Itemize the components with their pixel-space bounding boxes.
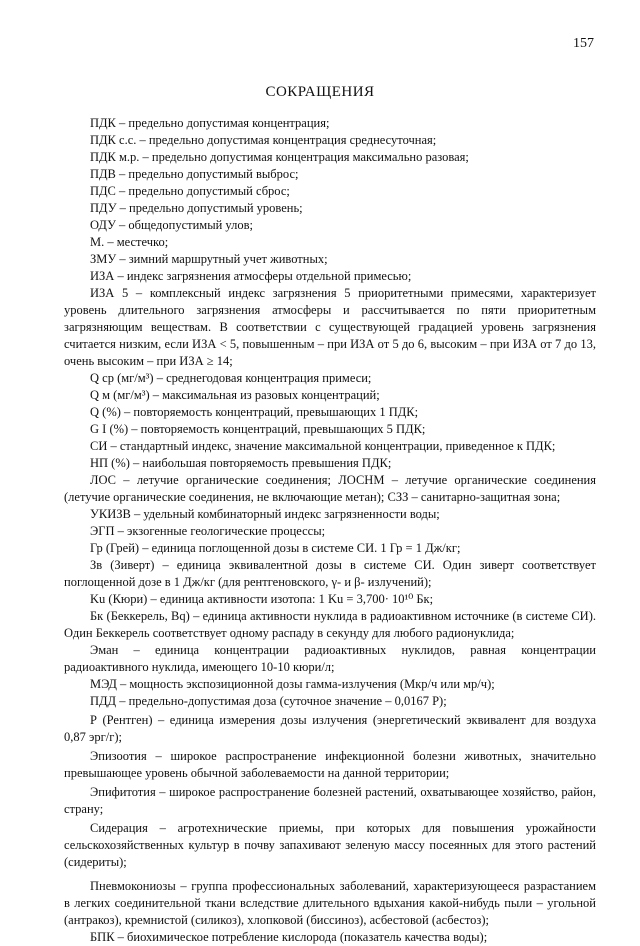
- list-item: ЭГП – экзогенные геологические процессы;: [90, 524, 326, 538]
- abbreviations-list: [64, 115, 596, 946]
- list-item: НП (%) – наибольшая повторяемость превышения ПДК;: [90, 456, 392, 470]
- list-item: ЗМУ – зимний маршрутный учет животных;: [90, 252, 328, 266]
- list-item: Зв (Зиверт) – единица эквивалентной дозы в системе СИ. Один зиверт соответствует поглощенной дозе в 1 Дж/кг (для рентгеновского, γ- и β- излучений);: [64, 558, 596, 589]
- list-item: ПДК с.с. – предельно допустимая концентрация среднесуточная;: [90, 133, 437, 147]
- list-item: Ku (Кюри) – единица активности изотопа: 1 Ku = 3,700· 10¹⁰ Бк;: [90, 592, 434, 606]
- list-item: СИ – стандартный индекс, значение максимальной концентрации, приведенное к ПДК;: [90, 439, 556, 453]
- list-item: ПДУ – предельно допустимый уровень;: [90, 201, 303, 215]
- list-item: ПДК м.р. – предельно допустимая концентрация максимально разовая;: [90, 150, 469, 164]
- page-number: 157: [573, 36, 594, 51]
- list-item: М. – местечко;: [90, 235, 169, 249]
- list-item: Эпифитотия – широкое распространение болезней растений, охватывающее хозяйство, район, страну;: [64, 785, 596, 816]
- list-item: Бк (Беккерель, Bq) – единица активности нуклида в радиоактивном источнике (в системе СИ). Один Беккерель соответствует одному распаду в секунду для любого радионуклида;: [64, 609, 596, 640]
- page-title: СОКРАЩЕНИЯ: [265, 84, 375, 100]
- list-item: ЛОС – летучие органические соединения; ЛОСНМ – летучие органические соединения (летучие органические соединения, не включающие метан); СЗЗ – санитарно-защитная зона;: [64, 473, 596, 504]
- list-item: БПК – биохимическое потребление кислорода (показатель качества воды);: [90, 930, 488, 944]
- list-item: Q м (мг/м³) – максимальная из разовых концентраций;: [90, 388, 380, 402]
- list-item: G I (%) – повторяемость концентраций, превышающих 5 ПДК;: [90, 422, 426, 436]
- list-item: ИЗА 5 – комплексный индекс загрязнения 5 приоритетными примесями, характеризует уровень длительного загрязнения атмосферы и рассчитывается по пяти приоритетным загрязняющим веществам. В соответствии с существующей градацией уровень загрязнения считается низким, если ИЗА < 5, повышенным – при ИЗА от 5 до 6, высоким – при ИЗА от 7 до 13, очень высоким – при ИЗА ≥ 14;: [64, 286, 596, 368]
- list-item: Сидерация – агротехнические приемы, при которых для повышения урожайности сельскохозяйственных культур в почву запахивают зеленую массу посеянных для этого растений (сидериты);: [64, 821, 596, 869]
- list-item: ПДК – предельно допустимая концентрация;: [90, 116, 330, 130]
- list-item: ПДВ – предельно допустимый выброс;: [90, 167, 299, 181]
- list-item: ИЗА – индекс загрязнения атмосферы отдельной примесью;: [90, 269, 412, 283]
- list-item: УКИЗВ – удельный комбинаторный индекс загрязненности воды;: [90, 507, 440, 521]
- list-item: Пневмокониозы – группа профессиональных заболеваний, характеризующееся разрастанием в легких соединительной ткани вследствие длительного вдыхания какой-нибудь пыли – угольной (антракоз), кремнистой (силикоз), хлопковой (биссиноз), асбестовой (асбестоз);: [64, 879, 596, 927]
- list-item: ОДУ – общедопустимый улов;: [90, 218, 253, 232]
- list-item: Q (%) – повторяемость концентраций, превышающих 1 ПДК;: [90, 405, 419, 419]
- list-item: Q ср (мг/м³) – среднегодовая концентрация примеси;: [90, 371, 372, 385]
- list-item: Гр (Грей) – единица поглощенной дозы в системе СИ. 1 Гр = 1 Дж/кг;: [90, 541, 461, 555]
- list-item: МЭД – мощность экспозиционной дозы гамма-излучения (Мкр/ч или мр/ч);: [90, 677, 495, 691]
- list-item: Р (Рентген) – единица измерения дозы излучения (энергетический эквивалент для воздуха 0,87 эрг/г);: [64, 713, 596, 744]
- list-item: Эман – единица концентрации радиоактивных нуклидов, равная концентрации радиоактивного нуклида, имеющего 10-10 кюри/л;: [64, 643, 596, 674]
- list-item: Эпизоотия – широкое распространение инфекционной болезни животных, значительно превышающее уровень обычной заболеваемости на данной территории;: [64, 749, 596, 780]
- list-item: ПДС – предельно допустимый сброс;: [90, 184, 290, 198]
- list-item: ПДД – предельно-допустимая доза (суточное значение – 0,0167 Р);: [90, 694, 447, 708]
